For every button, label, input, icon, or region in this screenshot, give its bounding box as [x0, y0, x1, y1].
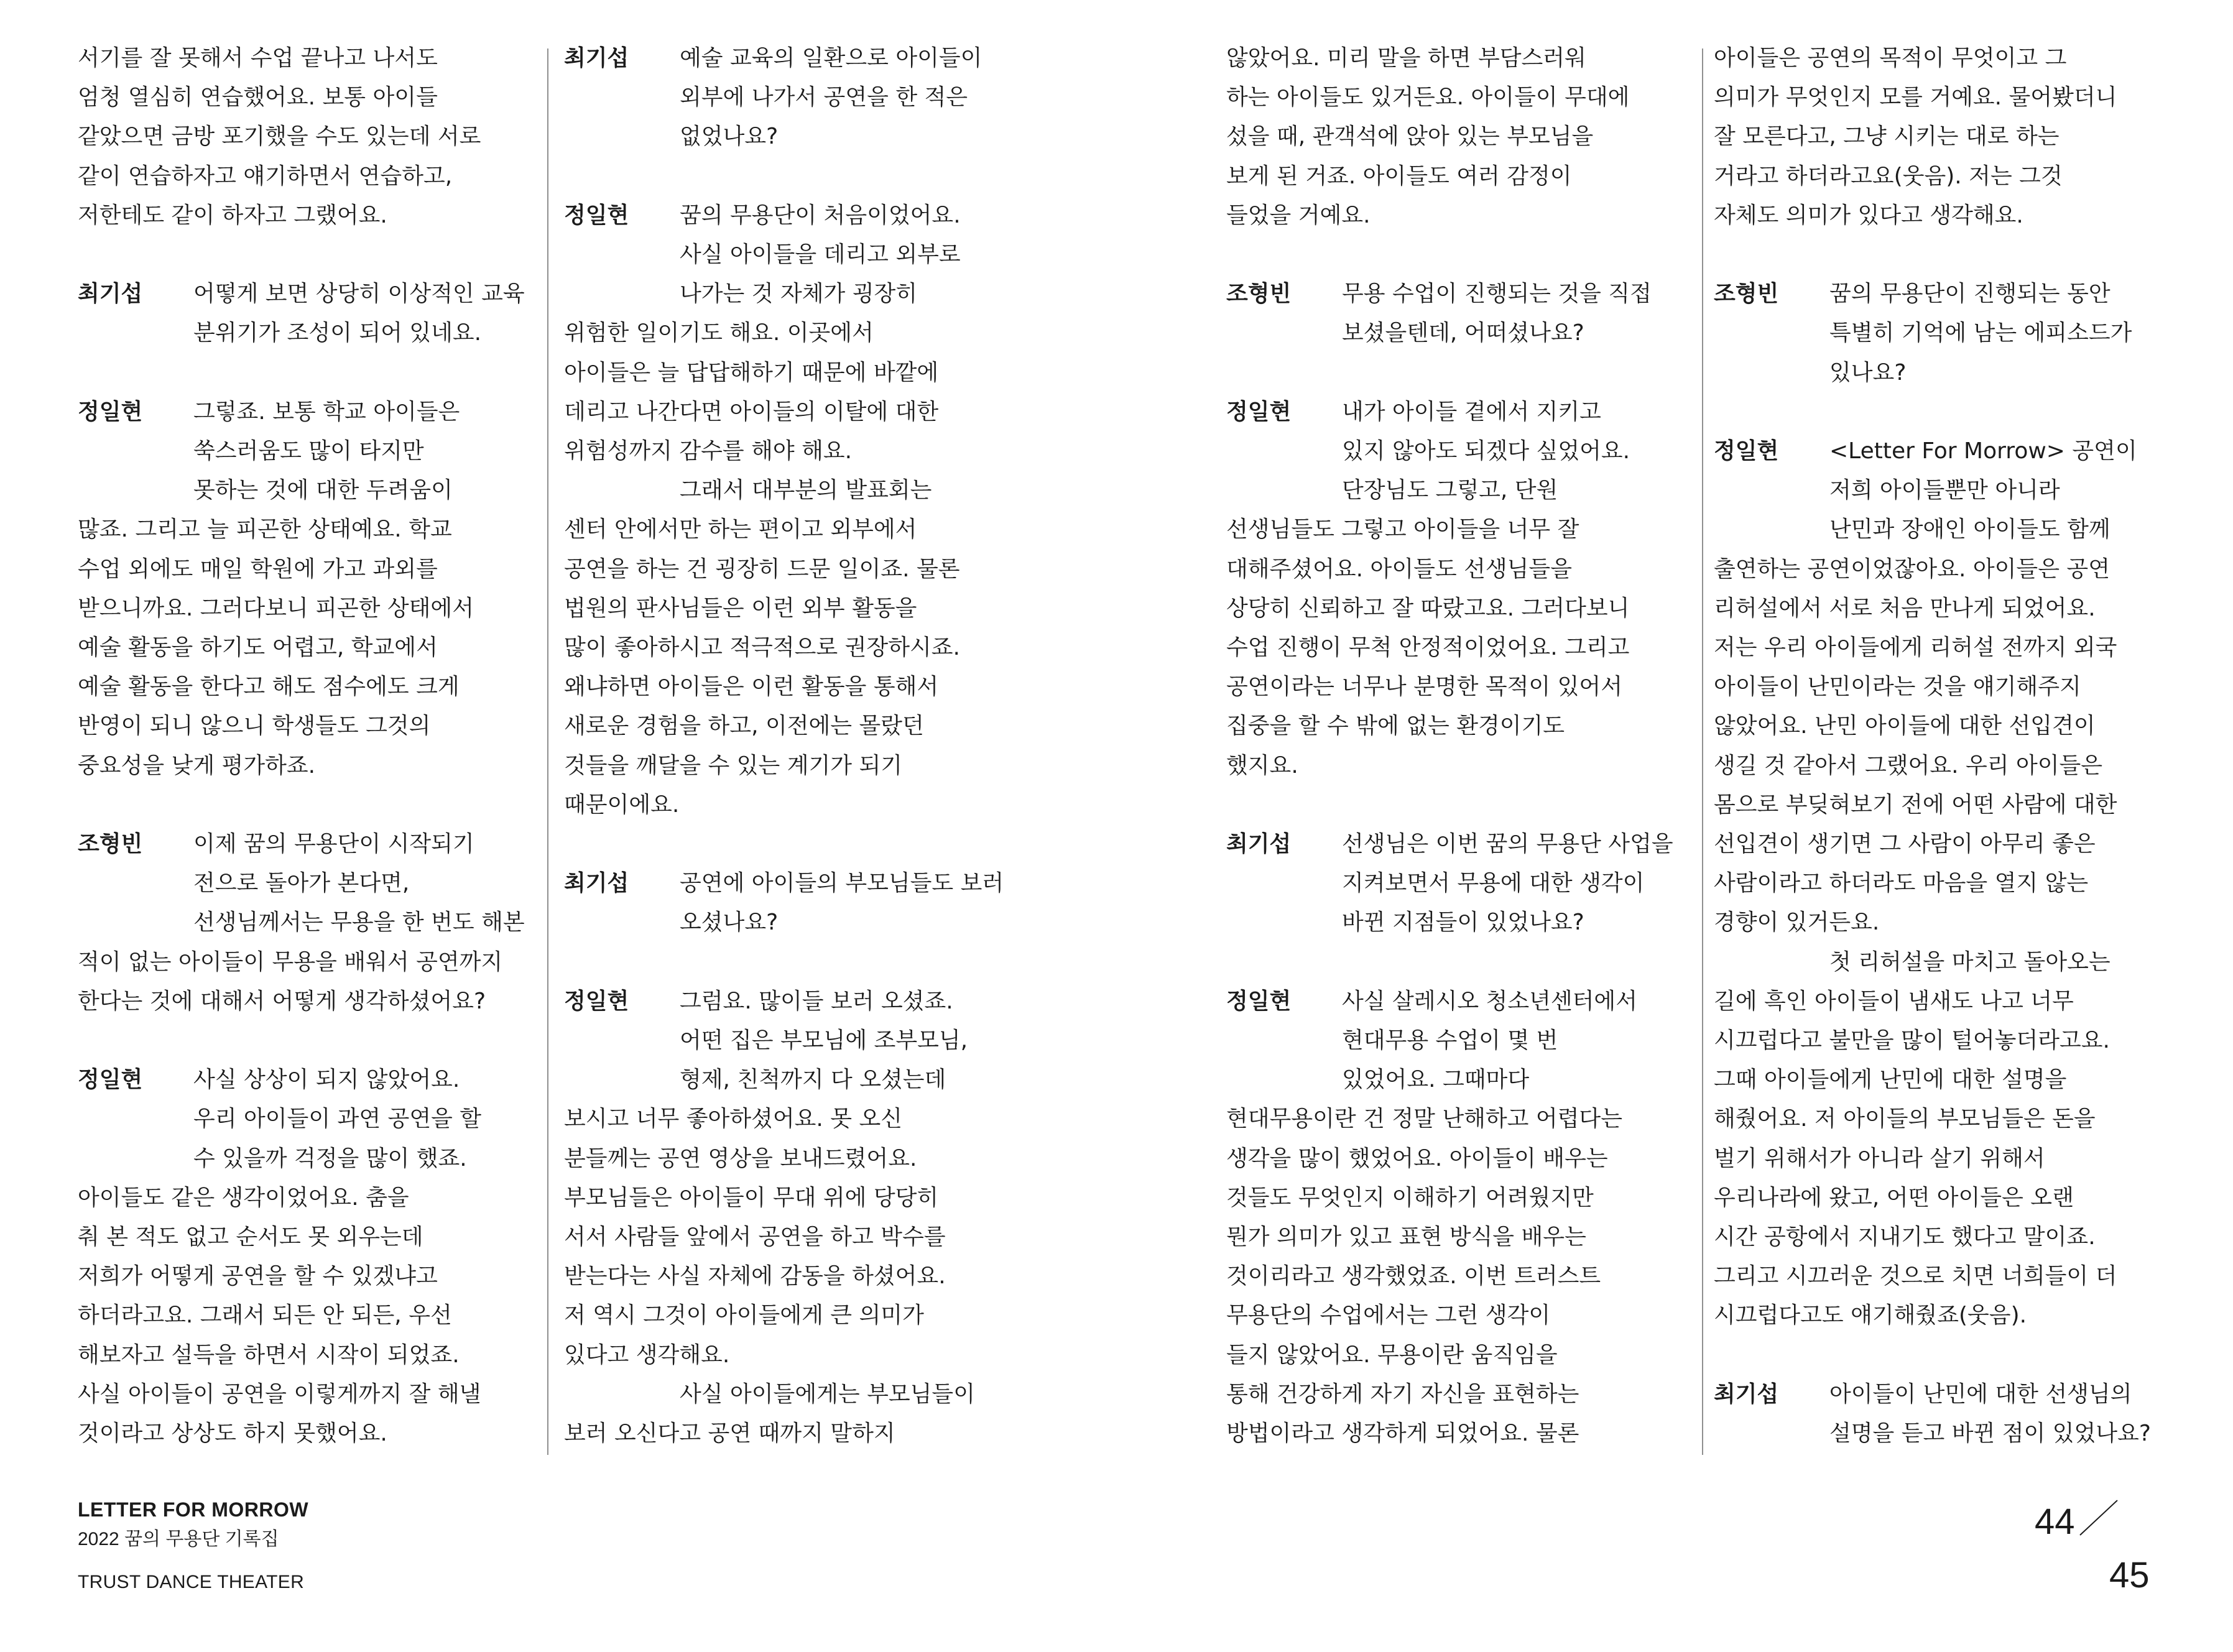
- text-line: 그래서 대부분의 발표회는: [680, 478, 932, 504]
- text-line: 어떻게 보면 상당히 이상적인 교육: [193, 281, 525, 307]
- text-line: 들었을 거예요.: [1226, 202, 1371, 228]
- continued-paragraph: [78, 39, 538, 235]
- interview-turn: [78, 824, 538, 1021]
- text-line: 보러 오신다고 공연 때까지 말하지: [564, 1421, 895, 1447]
- text-line: 받는다는 사실 자체에 감동을 하셨어요.: [564, 1263, 946, 1290]
- text-line: 어떤 집은 부모님에 조부모님,: [680, 1028, 968, 1054]
- text-line: 왜냐하면 아이들은 이런 활동을 통해서: [564, 674, 939, 700]
- text-line: 수업 외에도 매일 학원에 가고 과외를: [78, 556, 438, 582]
- text-line: 사실 아이들을 데리고 외부로: [680, 242, 961, 267]
- text-line: 우리 아이들이 과연 공연을 할: [193, 1106, 482, 1132]
- paragraph-gap: [78, 785, 538, 824]
- text-line: 수 있을까 걱정을 많이 했죠.: [193, 1145, 467, 1171]
- text-line: 보게 된 거죠. 아이들도 여러 감정이: [1226, 163, 1572, 189]
- text-line: 받으니까요. 그러다보니 피곤한 상태에서: [78, 595, 474, 621]
- text-line: 위험성까지 감수를 해야 해요.: [564, 438, 853, 464]
- interview-turn: [1226, 982, 1686, 1453]
- text-line: 아이들이 난민이라는 것을 얘기해주지: [1714, 674, 2081, 700]
- text-line: 방법이라고 생각하게 되었어요. 물론: [1226, 1421, 1579, 1447]
- interview-turn: [564, 982, 1024, 1453]
- text-line: 의미가 무엇인지 모를 거예요. 물어봤더니: [1714, 85, 2117, 111]
- speaker-name: 조형빈: [78, 831, 143, 857]
- text-line: 저 역시 그것이 아이들에게 큰 의미가: [564, 1303, 924, 1329]
- text-line: 아이들은 공연의 목적이 무엇이고 그: [1714, 45, 2067, 71]
- text-line: 해줬어요. 저 아이들의 부모님들은 돈을: [1714, 1106, 2096, 1132]
- paragraph-gap: [564, 824, 1024, 864]
- text-line: 우리나라에 왔고, 어떤 아이들은 오랜: [1714, 1184, 2074, 1211]
- text-line: 잘 모른다고, 그냥 시키는 대로 하는: [1714, 124, 2060, 150]
- text-line: 서기를 잘 못해서 수업 끝나고 나서도: [78, 45, 438, 71]
- text-line: 반영이 되니 않으니 학생들도 그것의: [78, 713, 431, 739]
- speaker-name: 정일현: [564, 202, 629, 228]
- paragraph-gap: [1714, 235, 2174, 274]
- text-line: 이제 꿈의 무용단이 시작되기: [193, 831, 474, 857]
- text-column-3: [1226, 39, 1686, 1453]
- interview-turn: [1226, 274, 1686, 353]
- text-line: 많이 좋아하시고 적극적으로 권장하시죠.: [564, 635, 960, 661]
- text-line: 사람이라고 하더라도 마음을 열지 않는: [1714, 870, 2089, 897]
- interview-turn: [1714, 1375, 2174, 1453]
- paragraph-gap: [564, 943, 1024, 982]
- text-line: 사실 살레시오 청소년센터에서: [1342, 988, 1637, 1014]
- text-line: 분위기가 조성이 되어 있네요.: [193, 320, 482, 346]
- text-line: 적이 없는 아이들이 무용을 배워서 공연까지: [78, 949, 503, 975]
- paragraph-gap: [1714, 392, 2174, 431]
- text-line: 아이들은 늘 답답해하기 때문에 바깥에: [564, 359, 939, 385]
- speaker-name: 조형빈: [1714, 281, 1779, 307]
- text-line: 있지 않아도 되겠다 싶었어요.: [1342, 438, 1630, 464]
- text-line: 예술 교육의 일환으로 아이들이: [680, 45, 982, 71]
- text-line: 무용단의 수업에서는 그런 생각이: [1226, 1303, 1551, 1329]
- text-line: 첫 리허설을 마치고 돌아오는: [1829, 949, 2110, 975]
- text-line: 것이리라고 생각했었죠. 이번 트러스트: [1226, 1263, 1601, 1290]
- text-line: 한다는 것에 대해서 어떻게 생각하셨어요?: [78, 988, 486, 1014]
- speaker-name: 최기섭: [1226, 831, 1292, 857]
- text-column-4: [1714, 39, 2174, 1453]
- publication-subtitle: 2022 꿈의 무용단 기록집: [78, 1529, 279, 1549]
- text-line: 대해주셨어요. 아이들도 선생님들을: [1226, 556, 1572, 582]
- text-line: 그렇죠. 보통 학교 아이들은: [193, 399, 460, 425]
- text-line: 공연이라는 너무나 분명한 목적이 있어서: [1226, 674, 1622, 700]
- text-line: 시끄럽다고도 얘기해줬죠(웃음).: [1714, 1303, 2027, 1329]
- text-line: 자체도 의미가 있다고 생각해요.: [1714, 202, 2023, 228]
- text-line: 지켜보면서 무용에 대한 생각이: [1342, 870, 1645, 897]
- text-line: 저희가 어떻게 공연을 할 수 있겠냐고: [78, 1263, 438, 1290]
- text-line: 나가는 것 자체가 굉장히: [680, 281, 918, 307]
- paragraph-gap: [1226, 785, 1686, 824]
- text-line: 사실 상상이 되지 않았어요.: [193, 1067, 460, 1093]
- speaker-name: 정일현: [564, 988, 629, 1014]
- text-line: 저는 우리 아이들에게 리허설 전까지 외국: [1714, 635, 2117, 661]
- text-line: 것들을 깨달을 수 있는 계기가 되기: [564, 752, 903, 778]
- interview-turn: [1226, 392, 1686, 785]
- text-line: 않았어요. 난민 아이들에 대한 선입견이: [1714, 713, 2096, 739]
- text-line: 뭔가 의미가 있고 표현 방식을 배우는: [1226, 1224, 1586, 1250]
- text-line: 저한테도 같이 하자고 그랬어요.: [78, 202, 387, 228]
- text-line: 중요성을 낮게 평가하죠.: [78, 752, 316, 778]
- text-line: 바뀐 지점들이 있었나요?: [1342, 910, 1584, 936]
- text-line: 꿈의 무용단이 처음이었어요.: [680, 202, 961, 228]
- text-line: 거라고 하더라고요(웃음). 저는 그것: [1714, 163, 2063, 189]
- text-line: 외부에 나가서 공연을 한 적은: [680, 85, 968, 111]
- text-line: 상당히 신뢰하고 잘 따랐고요. 그러다보니: [1226, 595, 1630, 621]
- text-line: 꿈의 무용단이 진행되는 동안: [1829, 281, 2110, 307]
- text-line: 엄청 열심히 연습했어요. 보통 아이들: [78, 85, 438, 111]
- text-line: 현대무용 수업이 몇 번: [1342, 1028, 1558, 1054]
- paragraph-gap: [1226, 943, 1686, 982]
- text-line: 시끄럽다고 불만을 많이 털어놓더라고요.: [1714, 1028, 2110, 1054]
- text-line: 없었나요?: [680, 124, 779, 150]
- text-line: 못하는 것에 대한 두려움이: [193, 478, 453, 504]
- paragraph-gap: [1226, 235, 1686, 274]
- text-line: 무용 수업이 진행되는 것을 직접: [1342, 281, 1652, 307]
- text-line: 않았어요. 미리 말을 하면 부담스러워: [1226, 45, 1586, 71]
- text-line: 그럼요. 많이들 보러 오셨죠.: [680, 988, 953, 1014]
- text-line: 단장님도 그렇고, 단원: [1342, 478, 1558, 504]
- speaker-name: 정일현: [1226, 399, 1292, 425]
- text-line: 그리고 시끄러운 것으로 치면 너희들이 더: [1714, 1263, 2117, 1290]
- text-line: 서서 사람들 앞에서 공연을 하고 박수를: [564, 1224, 946, 1250]
- text-line: 있나요?: [1829, 359, 1907, 385]
- text-line: <Letter For Morrow> 공연이: [1829, 438, 2137, 464]
- text-line: 위험한 일이기도 해요. 이곳에서: [564, 320, 874, 346]
- speaker-name: 조형빈: [1226, 281, 1292, 307]
- speaker-name: 정일현: [1226, 988, 1292, 1014]
- text-line: 현대무용이란 건 정말 난해하고 어렵다는: [1226, 1106, 1622, 1132]
- text-line: 저희 아이들뿐만 아니라: [1829, 478, 2060, 504]
- interview-turn: [78, 1060, 538, 1453]
- speaker-name: 정일현: [78, 399, 143, 425]
- text-line: 때문이에요.: [564, 791, 680, 818]
- text-line: 오셨나요?: [680, 910, 779, 936]
- text-line: 예술 활동을 하기도 어렵고, 학교에서: [78, 635, 438, 661]
- interview-turn: [564, 196, 1024, 824]
- text-line: 같이 연습하자고 얘기하면서 연습하고,: [78, 163, 453, 189]
- organization-name: TRUST DANCE THEATER: [78, 1572, 305, 1592]
- interview-turn: [1714, 431, 2174, 1336]
- text-line: 했지요.: [1226, 752, 1298, 778]
- text-line: 설명을 듣고 바뀐 점이 있었나요?: [1829, 1421, 2151, 1447]
- text-column-2: [564, 39, 1024, 1453]
- column-divider: [1702, 48, 1703, 1455]
- text-line: 몸으로 부딪혀보기 전에 어떤 사람에 대한: [1714, 791, 2117, 818]
- text-line: 내가 아이들 곁에서 지키고: [1342, 399, 1601, 425]
- paragraph-gap: [1714, 1336, 2174, 1375]
- text-line: 특별히 기억에 남는 에피소드가: [1829, 320, 2132, 346]
- text-line: 쑥스러움도 많이 타지만: [193, 438, 424, 464]
- text-line: 새로운 경험을 하고, 이전에는 몰랐던: [564, 713, 924, 739]
- interview-turn: [564, 39, 1024, 157]
- speaker-name: 최기섭: [1714, 1381, 1779, 1407]
- text-line: 난민과 장애인 아이들도 함께: [1829, 517, 2110, 543]
- text-line: 공연을 하는 건 굉장히 드문 일이죠. 물론: [564, 556, 960, 582]
- text-line: 부모님들은 아이들이 무대 위에 당당히: [564, 1184, 939, 1211]
- text-line: 것이라고 상상도 하지 못했어요.: [78, 1421, 387, 1447]
- interview-turn: [564, 864, 1024, 942]
- paragraph-gap: [78, 1021, 538, 1060]
- speaker-name: 정일현: [1714, 438, 1779, 464]
- text-line: 해보자고 설득을 하면서 시작이 되었죠.: [78, 1342, 460, 1368]
- text-line: 것들도 무엇인지 이해하기 어려웠지만: [1226, 1184, 1594, 1211]
- text-line: 센터 안에서만 하는 편이고 외부에서: [564, 517, 917, 543]
- text-line: 아이들이 난민에 대한 선생님의: [1829, 1381, 2132, 1407]
- text-line: 그때 아이들에게 난민에 대한 설명을: [1714, 1067, 2067, 1093]
- text-line: 형제, 친척까지 다 오셨는데: [680, 1067, 946, 1093]
- text-line: 전으로 돌아가 본다면,: [193, 870, 410, 897]
- text-line: 사실 아이들이 공연을 이렇게까지 잘 해낼: [78, 1381, 481, 1407]
- page-number-right: 45: [2109, 1555, 2150, 1595]
- speaker-name: 최기섭: [564, 45, 629, 71]
- text-line: 같았으면 금방 포기했을 수도 있는데 서로: [78, 124, 481, 150]
- continued-paragraph: [1714, 39, 2174, 235]
- publication-title: LETTER FOR MORROW: [78, 1498, 309, 1521]
- text-line: 있었어요. 그때마다: [1342, 1067, 1530, 1093]
- text-line: 선입견이 생기면 그 사람이 아무리 좋은: [1714, 831, 2096, 857]
- speaker-name: 최기섭: [78, 281, 143, 307]
- page-number-left: 44: [2035, 1502, 2075, 1542]
- text-line: 생각을 많이 했었어요. 아이들이 배우는: [1226, 1145, 1608, 1171]
- interview-turn: [1226, 824, 1686, 943]
- text-line: 예술 활동을 한다고 해도 점수에도 크게: [78, 674, 460, 700]
- paragraph-gap: [564, 157, 1024, 196]
- text-line: 분들께는 공연 영상을 보내드렸어요.: [564, 1145, 917, 1171]
- paragraph-gap: [78, 353, 538, 392]
- text-line: 집중을 할 수 밖에 없는 환경이기도: [1226, 713, 1565, 739]
- text-line: 들지 않았어요. 무용이란 움직임을: [1226, 1342, 1558, 1368]
- text-line: 수업 진행이 무척 안정적이었어요. 그리고: [1226, 635, 1630, 661]
- text-line: 섰을 때, 관객석에 앉아 있는 부모님을: [1226, 124, 1594, 150]
- text-column-1: [78, 39, 538, 1453]
- interview-turn: [78, 392, 538, 785]
- text-line: 경향이 있거든요.: [1714, 910, 1880, 936]
- text-line: 공연에 아이들의 부모님들도 보러: [680, 870, 1004, 897]
- text-line: 보시고 너무 좋아하셨어요. 못 오신: [564, 1106, 903, 1132]
- continued-paragraph: [1226, 39, 1686, 235]
- text-line: 선생님들도 그렇고 아이들을 너무 잘: [1226, 517, 1579, 543]
- text-line: 아이들도 같은 생각이었어요. 춤을: [78, 1184, 409, 1211]
- interview-turn: [1714, 274, 2174, 392]
- paragraph-gap: [78, 235, 538, 274]
- text-line: 시간 공항에서 지내기도 했다고 말이죠.: [1714, 1224, 2096, 1250]
- text-line: 데리고 나간다면 아이들의 이탈에 대한: [564, 399, 939, 425]
- text-line: 하더라고요. 그래서 되든 안 되든, 우선: [78, 1303, 452, 1329]
- text-line: 길에 흑인 아이들이 냄새도 나고 너무: [1714, 988, 2074, 1014]
- text-line: 법원의 판사님들은 이런 외부 활동을: [564, 595, 917, 621]
- column-divider: [547, 48, 548, 1455]
- text-line: 생길 것 같아서 그랬어요. 우리 아이들은: [1714, 752, 2103, 778]
- text-line: 벌기 위해서가 아니라 살기 위해서: [1714, 1145, 2045, 1171]
- speaker-name: 최기섭: [564, 870, 629, 897]
- text-line: 있다고 생각해요.: [564, 1342, 730, 1368]
- page-number-divider: [2079, 1500, 2117, 1535]
- text-line: 선생님은 이번 꿈의 무용단 사업을: [1342, 831, 1673, 857]
- text-line: 사실 아이들에게는 부모님들이: [680, 1381, 975, 1407]
- text-line: 많죠. 그리고 늘 피곤한 상태예요. 학교: [78, 517, 452, 543]
- text-line: 보셨을텐데, 어떠셨나요?: [1342, 320, 1584, 346]
- text-line: 춰 본 적도 없고 순서도 못 외우는데: [78, 1224, 423, 1250]
- interview-turn: [78, 274, 538, 353]
- text-line: 통해 건강하게 자기 자신을 표현하는: [1226, 1381, 1579, 1407]
- text-line: 출연하는 공연이었잖아요. 아이들은 공연: [1714, 556, 2110, 582]
- paragraph-gap: [1226, 353, 1686, 392]
- text-line: 하는 아이들도 있거든요. 아이들이 무대에: [1226, 85, 1630, 111]
- text-line: 선생님께서는 무용을 한 번도 해본: [193, 910, 525, 936]
- speaker-name: 정일현: [78, 1067, 143, 1093]
- text-line: 리허설에서 서로 처음 만나게 되었어요.: [1714, 595, 2096, 621]
